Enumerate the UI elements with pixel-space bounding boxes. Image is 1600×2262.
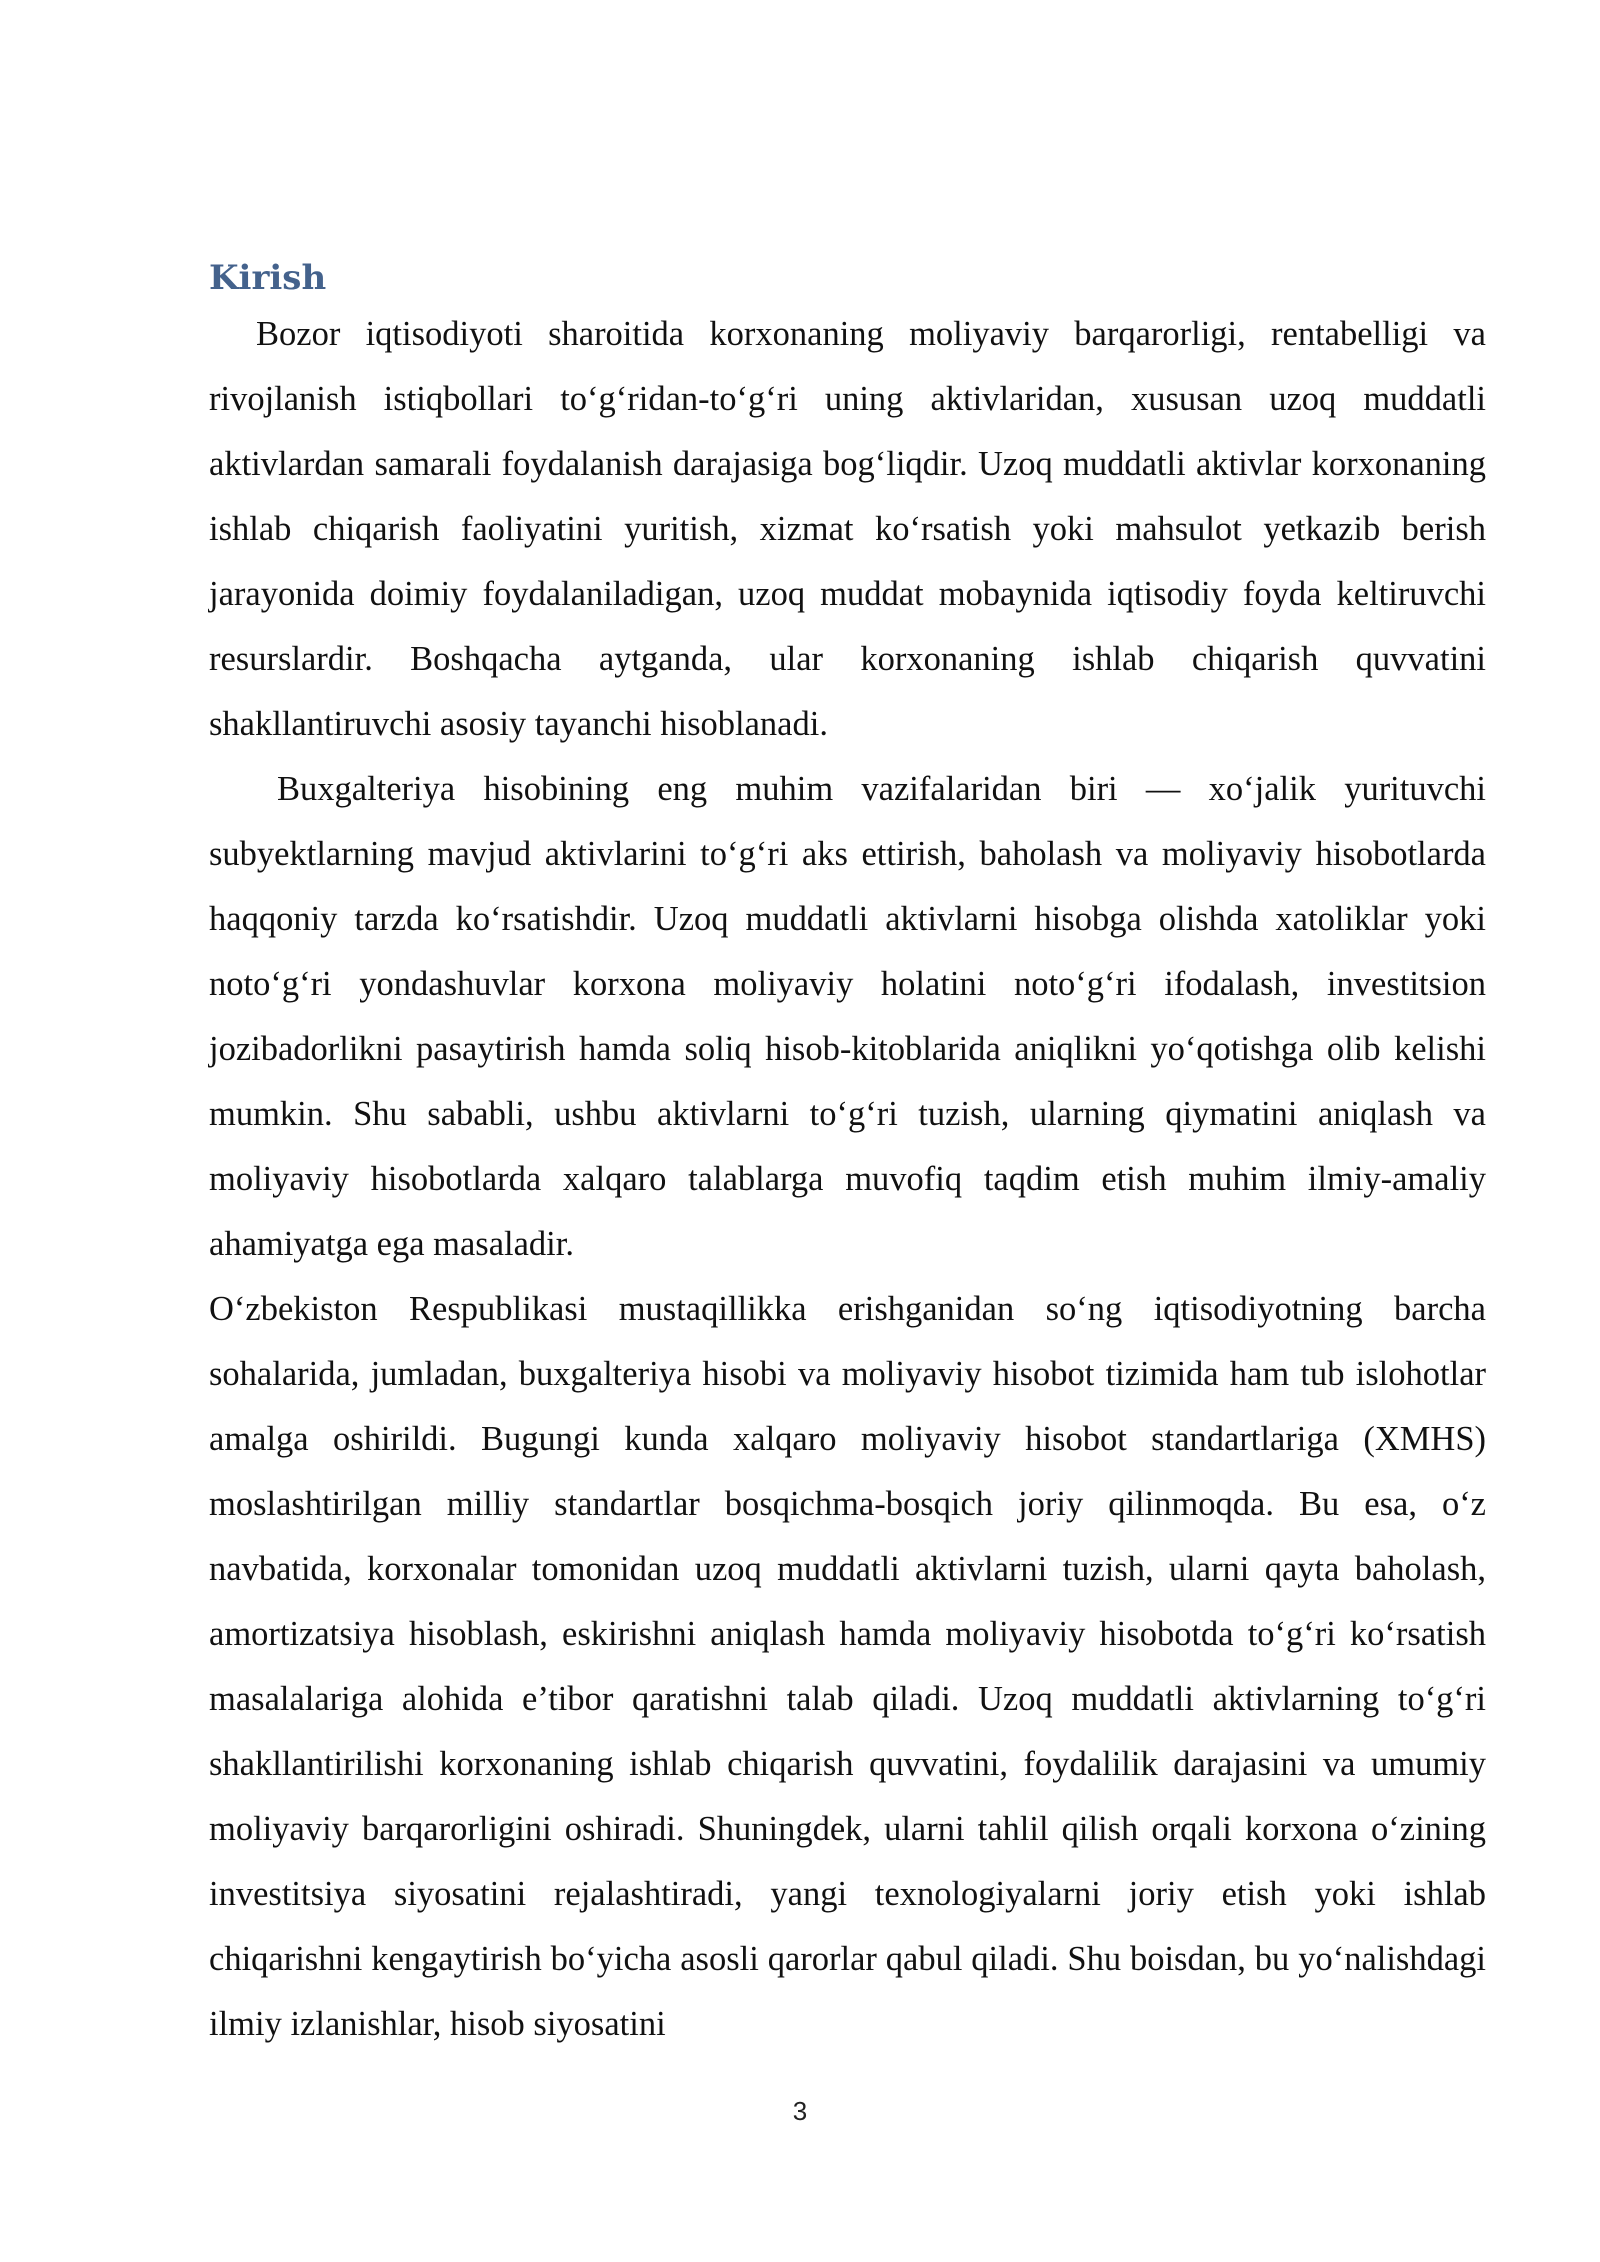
paragraph-3: O‘zbekiston Respublikasi mustaqillikka erishganidan so‘ng iqtisodiyotning barcha sohalarida, jumladan, buxgalteriya hisobi va moliyaviy hisobot tizimida ham tub islohotlar amalga oshirildi. Bugungi kunda xalqaro moliyaviy hisobot standartlariga (XMHS) moslashtirilgan milliy standartlar bosqichma-bosqich joriy qilinmoqda. Bu esa, o‘z navbatida, korxonalar tomonidan uzoq muddatli aktivlarni tuzish, ularni qayta baholash, amortizatsiya hisoblash, eskirishni aniqlash hamda moliyaviy hisobotda to‘g‘ri ko‘rsatish masalalariga alohida e’tibor qaratishni talab qiladi. Uzoq muddatli aktivlarning to‘g‘ri shakllantirilishi korxonaning ishlab chiqarish quvvatini, foydalilik darajasini va umumiy moliyaviy barqarorligini oshiradi. Shuningdek, ularni tahlil qilish orqali korxona o‘zining investitsiya siyosatini rejalashtiradi, yangi texnologiyalarni joriy etish yoki ishlab chiqarishni kengaytirish bo‘yicha asosli qarorlar qabul qiladi. Shu boisdan, bu yo‘nalishdagi ilmiy izlanishlar, hisob siyosatini: [209, 1290, 1486, 2043]
paragraph-2: Buxgalteriya hisobining eng muhim vazifalaridan biri — xo‘jalik yurituvchi subyektlarning mavjud aktivlarini to‘g‘ri aks ettirish, baholash va moliyaviy hisobotlarda haqqoniy tarzda ko‘rsatishdir. Uzoq muddatli aktivlarni hisobga olishda xatoliklar yoki noto‘g‘ri yondashuvlar korxona moliyaviy holatini noto‘g‘ri ifodalash, investitsion jozibadorlikni pasaytirish hamda soliq hisob-kitoblarida aniqlikni yo‘qotishga olib kelishi mumkin. Shu sababli, ushbu aktivlarni to‘g‘ri tuzish, ularning qiymatini aniqlash va moliyaviy hisobotlarda xalqaro talablarga muvofiq taqdim etish muhim ilmiy-amaliy ahamiyatga ega masaladir.: [209, 770, 1486, 1263]
document-body: [209, 254, 1486, 2057]
paragraph-1: Bozor iqtisodiyoti sharoitida korxonaning moliyaviy barqarorligi, rentabelligi va rivojlanish istiqbollari to‘g‘ridan-to‘g‘ri uning aktivlaridan, xususan uzoq muddatli aktivlardan samarali foydalanish darajasiga bog‘liqdir. Uzoq muddatli aktivlar korxonaning ishlab chiqarish faoliyatini yuritish, xizmat ko‘rsatish yoki mahsulot yetkazib berish jarayonida doimiy foydalaniladigan, uzoq muddat mobaynida iqtisodiy foyda keltiruvchi resurslardir. Boshqacha aytganda, ular korxonaning ishlab chiqarish quvvatini shakllantiruvchi asosiy tayanchi hisoblanadi.: [209, 315, 1486, 743]
section-heading: Kirish: [209, 258, 327, 298]
page-number: 3: [792, 2096, 808, 2126]
